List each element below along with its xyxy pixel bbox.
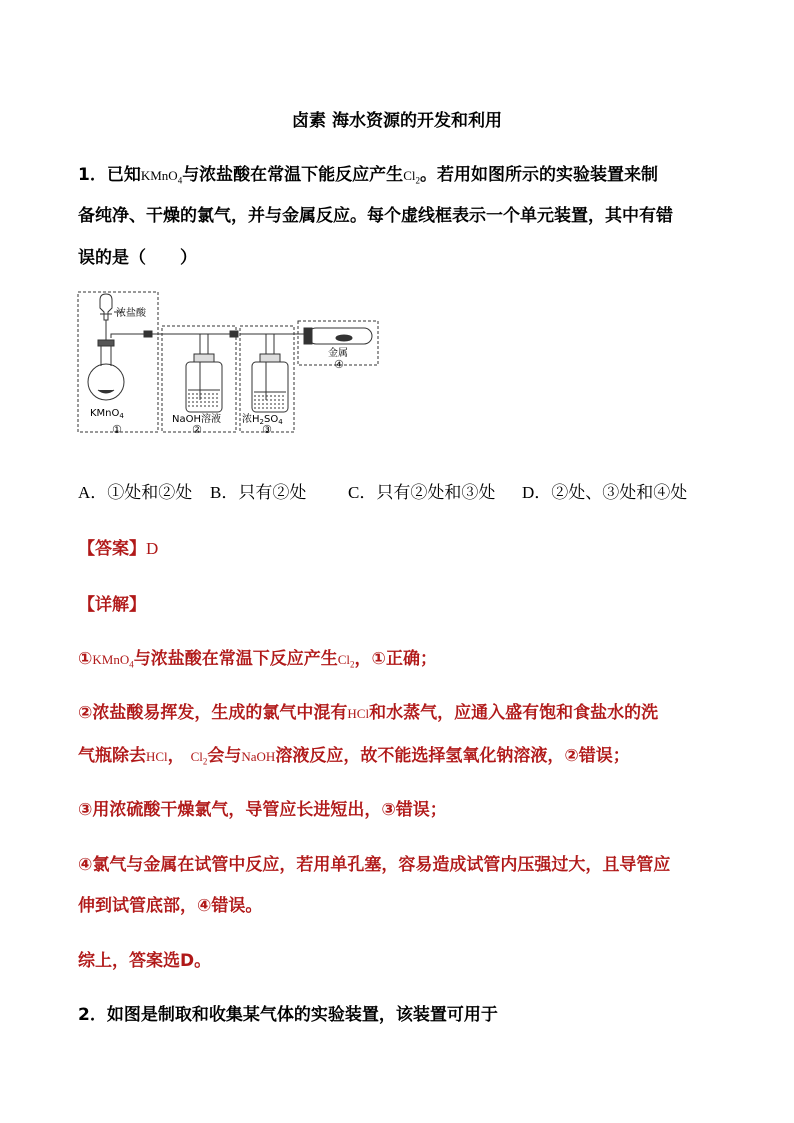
analysis-label: 【详解】: [78, 595, 146, 615]
option-b: B．只有②处: [210, 483, 307, 502]
label-kmno4: KMnO$_4$: [90, 408, 124, 420]
analysis-p1: ①KMnO$_4$与浓盐酸在常温下反应产生$Cl_2$，①正确；: [78, 649, 437, 670]
separatory-funnel: [100, 294, 112, 320]
label-naoh: NaOH溶液: [172, 414, 221, 425]
wash-bottle-2: [186, 362, 222, 412]
apparatus-figure: [76, 290, 396, 435]
option-c: C．只有②处和③处: [348, 483, 496, 502]
unit-3-label: ③: [262, 423, 272, 435]
answer-line: [78, 534, 158, 559]
option-d: D．②处、③处和④处: [522, 483, 688, 502]
formula-cl2: $Cl_2$: [403, 168, 420, 186]
q2-line-1: 2．如图是制取和收集某气体的实验装置，该装置可用于: [78, 1005, 498, 1025]
q1-line-2: 备纯净、干燥的氯气，并与金属反应。每个虚线框表示一个单元装置，其中有错: [78, 206, 673, 226]
unit-1-label: ①: [112, 423, 122, 435]
analysis-p4: ③用浓硫酸干燥氯气，导管应长进短出，③错误；: [78, 800, 447, 820]
round-flask: [88, 364, 124, 400]
q1-line-1: 1．已知KMnO$_4$与浓盐酸在常温下能反应产生$Cl_2$。若用如图所示的实验装置来制: [78, 165, 658, 186]
analysis-p2: ②浓盐酸易挥发，生成的氯气中混有HCl和水蒸气，应通入盛有饱和食盐水的洗: [78, 703, 659, 723]
page-title: 卤素 海水资源的开发和利用: [292, 111, 502, 131]
answer-value: D: [146, 539, 159, 558]
label-acid: 浓盐酸: [116, 308, 146, 319]
unit-2-label: ②: [192, 423, 202, 435]
label-metal: 金属: [328, 348, 348, 359]
analysis-p3: 气瓶除去HCl， $Cl_2$会与NaOH溶液反应，故不能选择氢氧化钠溶液，②错误；: [78, 746, 630, 767]
q1-line-3: 误的是（ ）: [78, 248, 197, 268]
answer-label: 【答案】: [78, 539, 146, 559]
label-h2so4: 浓$H_2SO_4$: [242, 414, 283, 426]
unit-4-label: ④: [334, 358, 344, 371]
analysis-p6: 伸到试管底部，④错误。: [78, 896, 263, 916]
option-a: A．①处和②处: [78, 483, 193, 502]
formula-kmno4: KMnO$_4$: [140, 168, 183, 186]
analysis-p5: ④氯气与金属在试管中反应，若用单孔塞，容易造成试管内压强过大，且导管应: [78, 855, 671, 875]
analysis-p7: 综上，答案选D。: [78, 951, 212, 971]
